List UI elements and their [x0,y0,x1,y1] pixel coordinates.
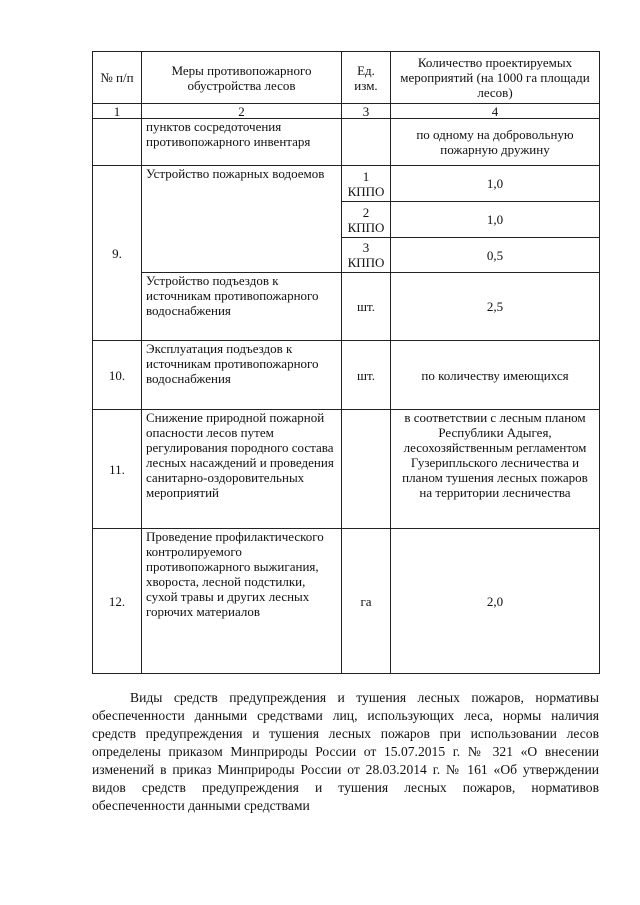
quantity-cell: 2,0 [391,529,600,674]
column-number: 1 [93,104,142,119]
unit-cell [342,119,391,166]
unit-cell: шт. [342,341,391,410]
column-number: 2 [142,104,342,119]
table-row [93,529,600,674]
column-number: 3 [342,104,391,119]
header-quantity: Количество проектируемых мероприятий (на 1000 га площади лесов) [391,52,600,104]
row-number-cell: 9. [93,166,142,341]
column-number-row [93,104,600,119]
unit-abbr: КППО [347,219,385,235]
row-number-cell: 11. [93,410,142,529]
quantity-cell: 1,0 [391,166,600,202]
unit-number: 3 [362,240,370,255]
row-number-cell: 10. [93,341,142,410]
unit-cell: га [342,529,391,674]
header-measures: Меры противопожарного обустройства лесов [142,52,342,104]
quantity-cell: 1,0 [391,202,600,238]
fire-measures-table [92,51,600,674]
table-header-row [93,52,600,104]
unit-cell [342,166,391,202]
table-row [93,410,600,529]
unit-number: 1 [362,168,370,184]
unit-number: 2 [362,204,370,220]
column-number: 4 [391,104,600,119]
unit-cell [342,410,391,529]
measure-cell: Снижение природной пожарной опасности лесов путем регулирования породного состава лесных насаждений и проведения санитарно-оздоровительных мероприятий [142,410,342,529]
quantity-cell: в соответствии с лесным планом Республики Адыгея, лесохозяйственным регламентом Гузерипльского лесничества и планом тушения лесных пожаров на территории лесничества [391,410,600,529]
unit-abbr: КППО [347,255,385,270]
row-number-cell: 12. [93,529,142,674]
quantity-cell: 0,5 [391,238,600,273]
measure-cell: пунктов сосредоточения противопожарного инвентаря [142,119,342,166]
unit-cell: шт. [342,273,391,341]
measure-cell: Устройство подъездов к источникам противопожарного водоснабжения [142,273,342,341]
header-number: № п/п [93,52,142,104]
unit-abbr: КППО [347,183,385,199]
quantity-cell: по количеству имеющихся [391,341,600,410]
quantity-cell: по одному на добровольную пожарную дружину [391,119,600,166]
header-unit: Ед. изм. [342,52,391,104]
row-number-cell [93,119,142,166]
table-row [93,273,600,341]
measure-cell: Устройство пожарных водоемов [142,166,342,273]
measure-cell: Эксплуатация подъездов к источникам противопожарного водоснабжения [142,341,342,410]
unit-cell [342,238,391,273]
body-paragraph: Виды средств предупреждения и тушения лесных пожаров, нормативы обеспеченности данными средствами лиц, использующих леса, нормы наличия средств предупреждения и тушения лесных пожаров при использовании лесов определены приказом Минприроды России от 15.07.2015 г. № 321 «О внесении изменений в приказ Минприроды России от 28.03.2014 г. № 161 «Об утверждении видов средств предупреждения и тушения лесных пожаров, нормативов обеспеченности данными средствами [92,690,599,813]
table-row [93,341,600,410]
measure-cell: Проведение профилактического контролируемого противопожарного выжигания, хвороста, лесной подстилки, сухой травы и других лесных горючих материалов [142,529,342,674]
table-row [93,166,600,202]
unit-cell [342,202,391,238]
quantity-cell: 2,5 [391,273,600,341]
table-row [93,119,600,166]
